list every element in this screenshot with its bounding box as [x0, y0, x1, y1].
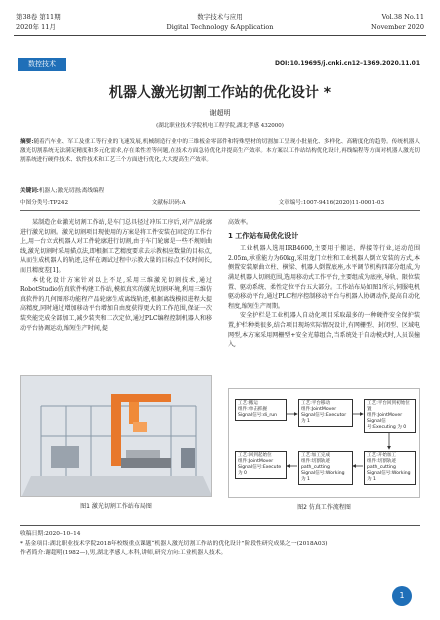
keywords-label: 关键词:: [20, 188, 39, 194]
document-code: 文献标识码:A: [151, 200, 186, 206]
keywords: [20, 186, 420, 194]
article-footnotes: [20, 525, 420, 559]
issue-date: 2020年 11月: [16, 23, 56, 31]
figure-1-layout-render: [20, 375, 212, 497]
body-column-right: [228, 218, 420, 350]
journal-name-cn: 数字技术与应用: [197, 13, 243, 21]
article-title: 机器人激光切割工作站的优化设计 *: [108, 85, 332, 101]
fund-note: * 基金项目:湖北职业技术学院2018年校级重点课题“机器人激光切割工作站的优化设计”阶段性研究成果之一(2018A03): [20, 540, 328, 547]
article-number: 文章编号:1007-9416(2020)11-0001-03: [278, 200, 385, 206]
journal-header: [14, 10, 426, 36]
journal-name: [14, 12, 426, 32]
abstract: [20, 138, 420, 165]
issue-info-en: [371, 12, 424, 32]
figure-2-flowchart: [228, 388, 420, 498]
flow-step-3: 工艺:平台回到初始位置 组件:JointMover Signal信号:Executing 为 0: [364, 399, 416, 433]
figure-1-caption: 图1 激光切割工作站布局图: [80, 503, 152, 510]
flow-step-4: 工艺:开始加工 组件:切割轨迹 path_cutting Signal信号:Working 为 1: [364, 451, 416, 485]
author-bio: 作者简介:谢超明(1982—),男,湖北孝感人,本科,讲师,研究方向:工业机器人技术。: [20, 550, 227, 556]
flow-step-6: 工艺:回到起始位 组件:JointMover Signal信号:Execute 为 0: [235, 451, 287, 479]
volume-issue-en: Vol.38 No.11: [381, 13, 424, 21]
issue-date-en: November 2020: [370, 23, 424, 31]
flow-step-1: 工艺:搬运 组件:单击抓握 Signal信号:di_run: [235, 399, 287, 421]
abstract-text: 随着汽车业、军工及重工等行业的飞速发展,机械制造行业中的三维板金零部件和特殊型材的切割加工呈现小批量化、多样化、高精度化的趋势。传统机器人激光切割系统无法满足精度和多元化需求,存在柔性差等问题,在技术方面急待优化并提高生产效率。本方案以工作站结构优化设计,再线编程等方面对机器人激光切割系统进行硬件技术、软件技术和工艺三个方面进行优化,大大提高生产效率。: [20, 139, 420, 163]
keywords-text: 机器人;激光切割;离线编程: [38, 188, 105, 194]
clc-number: 中图分类号:TP242: [20, 200, 69, 206]
classification-meta: [20, 198, 420, 211]
body-column-left: [20, 218, 212, 333]
author-affiliation: (湖北职业技术学院机电工程学院,湖北孝感 432000): [156, 123, 284, 129]
doi[interactable]: DOI:10.19695/j.cnki.cn12–1369.2020.11.01: [274, 60, 420, 67]
received-date: 收稿日期:2020–10–14: [20, 531, 81, 537]
body-paragraph: 本优化设计方案针对以上不足,采用三维激光切割技术,通过RobotStudio仿真软件构建工作站,模拟真实的激光切割环境,利用三维仿真软件的几何图形功能程产品轮廓生成离线轨迹,根据离线模拟进程大提高精度,同时通过增加移动平台增加自由度获得更大的工作范围,保证一次装夹能完成全部加工,减少装夹和二次定位,通过PLC编程控制机器人和移动平台协调运动,缩短生产时间,提: [20, 276, 212, 332]
journal-name-en: Digital Technology &Application: [166, 23, 274, 31]
author-name: 谢超明: [209, 109, 231, 117]
flow-step-2: 工艺:平台移动 组件:JointMover Signal信号:Executor 为 1: [298, 399, 353, 427]
section-badge: 数控技术: [18, 58, 66, 71]
body-continuation: 高效率。: [228, 219, 253, 226]
abstract-label: 摘要:: [20, 139, 34, 145]
body-paragraph: 工业机器人选用IRB4600,主要用于搬运、焊接等行业,运动范围2.05m,承重能力为60kg,采用龙门立柱和工业机器人倒立安装的方式,本侧置安装原曲立柱、横梁、机器人倒置底座,水平调节机构四部分组成,为满足机器人切割范围,选用移动式工作平台,主要组成为底座,导轨、限位装置、驱动系统、柔性定位平台五大部分。工作站布局如图1所示,伺服电机驱动移动平台,通过PLC程序控制移动平台与机器人协调动作,提高自动化程度,缩短生产周期。: [228, 245, 420, 310]
body-paragraph: 某制造企业激光切割工作站,是车门总具径过冲压工序后,对产品轮廓进行激光切割。激光切割项目现使用的方案是将工件安装在固定的工作台上,用一台立式机器人对工件轮廓进行切割,由于车门轮廓是一些不规则曲线,激光切割时采用描点法,即根据工艺精度要求去示教相应数量的目标点,从而生成机器人的轨迹,这样在调试过程中示教大量的目标点不仅时间长,而且精度差[1]。: [20, 219, 213, 274]
body-paragraph: 安全护栏是工业机器人自动化项目采取最多的一种硬件安全保护装置,护栏种类很多,结合项目现场实际情况设计,有网栅型、封闭型、区域电网型,本方案采用网栅型+安全光幕组合,当系统处于自动模式时,人员误撞入,: [228, 312, 420, 349]
page-number: 1: [392, 586, 412, 606]
volume-issue: 第38卷 第11期: [16, 13, 61, 21]
flow-step-5: 工艺:加工完成 组件:切割轨迹 path_cutting Signal信号:Working 为 1: [298, 451, 353, 485]
workstation-render-image: [21, 376, 212, 497]
section-heading: 1 工作站布局优化设计: [228, 231, 299, 240]
figure-2-caption: 图2 仿真工作流程图: [297, 504, 351, 511]
